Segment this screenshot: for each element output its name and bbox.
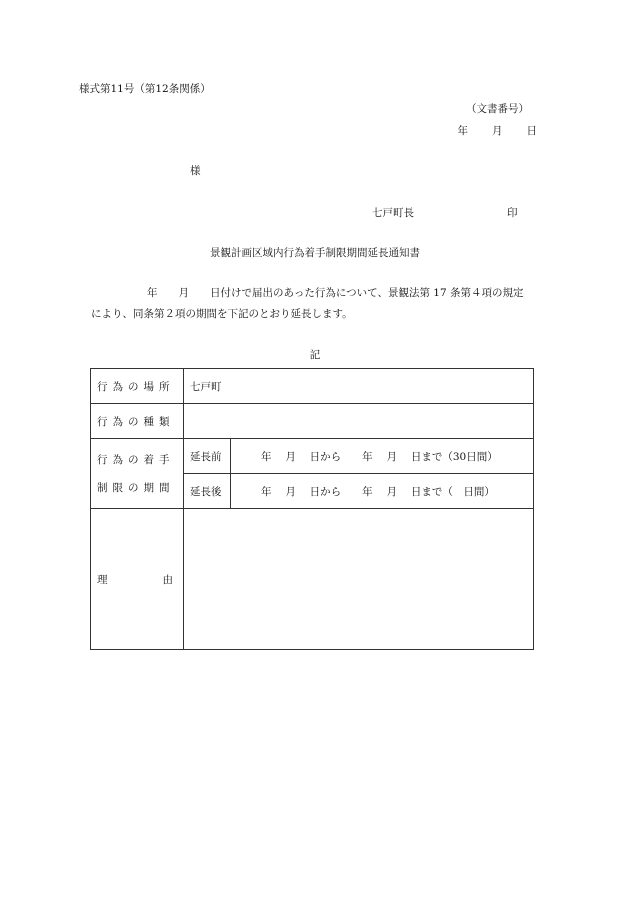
after-value: 年 月 日から 年 月 日まで（ 日間） <box>231 474 534 509</box>
date-month: 月 <box>492 125 503 137</box>
body-text-line-2: により、同条第２項の期間を下記のとおり延長します。 <box>91 308 353 320</box>
period-label-line-2: 制限の期間 <box>97 481 175 494</box>
notice-table <box>90 368 534 650</box>
issue-date <box>458 124 538 138</box>
date-year: 年 <box>457 125 468 137</box>
date-day: 日 <box>526 125 537 137</box>
after-label: 延長後 <box>184 474 231 509</box>
place-label: 行為の場所 <box>91 369 184 404</box>
reason-label-char-2: 由 <box>162 573 173 586</box>
document-number: （文書番号） <box>466 103 529 115</box>
table-row-place <box>91 369 534 404</box>
reason-label <box>91 509 184 650</box>
period-label-line-1: 行為の着手 <box>97 453 175 466</box>
before-value: 年 月 日から 年 月 日まで（30日間） <box>231 439 534 474</box>
place-value: 七戸町 <box>184 369 534 404</box>
table-row-reason <box>91 509 534 650</box>
before-label: 延長前 <box>184 439 231 474</box>
type-label: 行為の種類 <box>91 404 184 439</box>
body-text-line-1: 年 月 日付けで届出のあった行為について、景観法第 17 条第４項の規定 <box>147 287 524 299</box>
type-value <box>184 404 534 439</box>
table-row-type <box>91 404 534 439</box>
form-number: 様式第11号（第12条関係） <box>79 83 211 95</box>
sender-mayor: 七戸町長 <box>372 207 414 219</box>
document-title: 景観計画区域内行為着手制限期間延長通知書 <box>210 247 420 259</box>
reason-value <box>184 509 534 650</box>
recipient-honorific: 様 <box>190 165 201 177</box>
ki-heading: 記 <box>309 349 321 361</box>
reason-label-char-1: 理 <box>97 573 108 586</box>
table-row-period-before <box>91 439 534 474</box>
seal-mark: 印 <box>507 207 518 219</box>
period-label <box>91 439 184 509</box>
